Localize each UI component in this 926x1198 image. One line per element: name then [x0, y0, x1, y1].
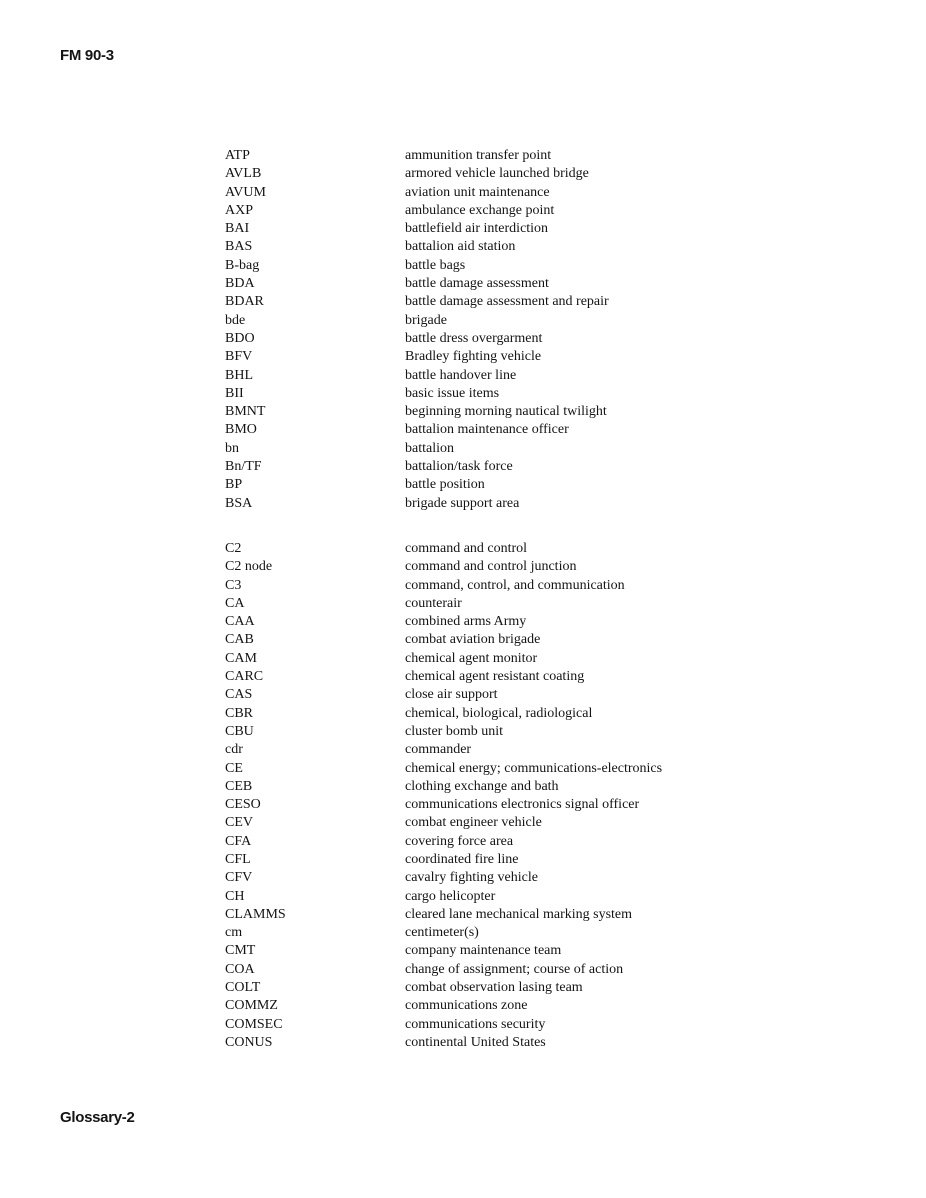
glossary-term: CBU	[225, 723, 254, 739]
glossary-entry	[225, 686, 785, 704]
glossary-definition: command and control junction	[405, 559, 577, 575]
glossary-term: C3	[225, 577, 242, 593]
glossary-definition: battle dress overgarment	[405, 330, 543, 346]
glossary-entry	[225, 924, 785, 942]
glossary-term: BII	[225, 385, 244, 401]
glossary-definition: chemical agent monitor	[405, 650, 538, 666]
glossary-term: CESO	[225, 797, 261, 813]
glossary-entry	[225, 741, 785, 759]
glossary-term: BHL	[225, 367, 253, 383]
glossary-term: CARC	[225, 669, 264, 685]
glossary-entry	[225, 293, 785, 311]
glossary-entry	[225, 942, 785, 960]
glossary-definition: cargo helicopter	[405, 888, 496, 904]
glossary-definition: chemical agent resistant coating	[405, 669, 585, 685]
glossary-definition: brigade	[405, 312, 447, 328]
glossary-term: Bn/TF	[225, 459, 262, 475]
glossary-definition: battalion/task force	[405, 459, 513, 475]
glossary-entry	[225, 385, 785, 403]
glossary-term: BSA	[225, 495, 253, 511]
glossary-entry	[225, 540, 785, 558]
glossary-term: CAB	[225, 632, 254, 648]
glossary-definition: battalion aid station	[405, 239, 516, 255]
glossary-definition: commander	[405, 742, 472, 758]
glossary-entry	[225, 814, 785, 832]
glossary-definition: beginning morning nautical twilight	[405, 404, 607, 420]
glossary-entry	[225, 888, 785, 906]
glossary-definition: armored vehicle launched bridge	[405, 166, 589, 182]
glossary-term: CONUS	[225, 1034, 273, 1050]
glossary-entry	[225, 238, 785, 256]
glossary-definition: company maintenance team	[405, 943, 562, 959]
glossary-term: BDA	[225, 276, 255, 292]
glossary-definition: battle position	[405, 477, 485, 493]
glossary-term: BDO	[225, 330, 255, 346]
glossary-entry	[225, 577, 785, 595]
glossary-definition: brigade support area	[405, 495, 520, 511]
glossary-entry	[225, 778, 785, 796]
glossary-entry	[225, 257, 785, 275]
glossary-definition: clothing exchange and bath	[405, 778, 559, 794]
glossary-term: CMT	[225, 943, 256, 959]
glossary-list	[225, 147, 785, 1052]
glossary-term: B-bag	[225, 257, 260, 273]
glossary-entry	[225, 312, 785, 330]
glossary-term: AXP	[225, 202, 254, 218]
glossary-definition: Bradley fighting vehicle	[405, 349, 542, 365]
glossary-term: AVLB	[225, 166, 262, 182]
glossary-definition: ambulance exchange point	[405, 202, 555, 218]
glossary-term: CFV	[225, 870, 253, 886]
glossary-entry	[225, 202, 785, 220]
glossary-definition: cluster bomb unit	[405, 723, 503, 739]
glossary-entry	[225, 723, 785, 741]
glossary-entry	[225, 348, 785, 366]
glossary-entry	[225, 650, 785, 668]
glossary-entry	[225, 558, 785, 576]
glossary-entry	[225, 403, 785, 421]
glossary-entry	[225, 165, 785, 183]
glossary-definition: combat observation lasing team	[405, 980, 583, 996]
glossary-term: CAS	[225, 687, 253, 703]
glossary-definition: change of assignment; course of action	[405, 961, 624, 977]
glossary-entry	[225, 595, 785, 613]
glossary-entry	[225, 367, 785, 385]
glossary-term: CAM	[225, 650, 257, 666]
glossary-entry	[225, 476, 785, 494]
glossary-term: CAA	[225, 614, 255, 630]
glossary-entry	[225, 851, 785, 869]
glossary-section-b	[225, 147, 785, 513]
glossary-term: CH	[225, 888, 245, 904]
glossary-term: CFL	[225, 851, 251, 867]
glossary-entry	[225, 330, 785, 348]
glossary-term: BMO	[225, 422, 257, 438]
glossary-entry	[225, 147, 785, 165]
glossary-term: C2	[225, 540, 242, 556]
glossary-entry	[225, 869, 785, 887]
glossary-term: CBR	[225, 705, 254, 721]
glossary-term: CA	[225, 595, 245, 611]
glossary-term: BP	[225, 477, 243, 493]
glossary-definition: combat aviation brigade	[405, 632, 541, 648]
glossary-entry	[225, 796, 785, 814]
glossary-entry	[225, 961, 785, 979]
glossary-definition: close air support	[405, 687, 498, 703]
glossary-entry	[225, 631, 785, 649]
glossary-entry	[225, 275, 785, 293]
glossary-term: bn	[225, 440, 239, 456]
glossary-definition: chemical, biological, radiological	[405, 705, 593, 721]
glossary-term: CEB	[225, 778, 253, 794]
glossary-definition: communications zone	[405, 998, 528, 1014]
glossary-definition: battalion	[405, 440, 454, 456]
glossary-entry	[225, 705, 785, 723]
glossary-entry	[225, 906, 785, 924]
glossary-definition: ammunition transfer point	[405, 148, 552, 163]
glossary-entry	[225, 458, 785, 476]
glossary-term: COMSEC	[225, 1016, 283, 1032]
glossary-definition: covering force area	[405, 833, 514, 849]
glossary-term: cdr	[225, 742, 243, 758]
glossary-entry	[225, 220, 785, 238]
glossary-entry	[225, 495, 785, 513]
glossary-definition: communications security	[405, 1016, 546, 1032]
glossary-entry	[225, 997, 785, 1015]
glossary-entry	[225, 184, 785, 202]
glossary-definition: counterair	[405, 595, 462, 611]
glossary-term: BAI	[225, 221, 250, 237]
glossary-definition: battle damage assessment	[405, 276, 549, 292]
glossary-section-c	[225, 540, 785, 1052]
glossary-definition: centimeter(s)	[405, 925, 479, 941]
glossary-term: cm	[225, 925, 243, 941]
glossary-entry	[225, 760, 785, 778]
glossary-definition: battlefield air interdiction	[405, 221, 549, 237]
glossary-term: COMMZ	[225, 998, 278, 1014]
glossary-definition: chemical energy; communications-electronics	[405, 760, 663, 776]
glossary-definition: command, control, and communication	[405, 577, 625, 593]
glossary-entry	[225, 1034, 785, 1052]
glossary-entry	[225, 421, 785, 439]
glossary-definition: battle handover line	[405, 367, 517, 383]
glossary-term: CLAMMS	[225, 906, 286, 922]
page-header: FM 90-3	[60, 47, 114, 64]
glossary-term: CFA	[225, 833, 252, 849]
glossary-entry	[225, 668, 785, 686]
glossary-definition: battle damage assessment and repair	[405, 294, 609, 310]
glossary-term: BFV	[225, 349, 253, 365]
glossary-term: COA	[225, 961, 255, 977]
glossary-definition: coordinated fire line	[405, 851, 519, 867]
glossary-entry	[225, 1016, 785, 1034]
glossary-definition: battle bags	[405, 257, 466, 273]
glossary-term: AVUM	[225, 184, 266, 200]
glossary-definition: command and control	[405, 540, 528, 556]
glossary-term: C2 node	[225, 559, 273, 575]
glossary-definition: basic issue items	[405, 385, 500, 401]
glossary-definition: battalion maintenance officer	[405, 422, 569, 438]
glossary-definition: continental United States	[405, 1034, 546, 1050]
glossary-definition: communications electronics signal officer	[405, 797, 640, 813]
glossary-term: BMNT	[225, 404, 266, 420]
glossary-term: BAS	[225, 239, 253, 255]
glossary-term: COLT	[225, 980, 261, 996]
glossary-definition: combined arms Army	[405, 614, 527, 630]
page-footer: Glossary-2	[60, 1109, 135, 1126]
glossary-term: BDAR	[225, 294, 264, 310]
glossary-term: CE	[225, 760, 243, 776]
glossary-entry	[225, 833, 785, 851]
glossary-entry	[225, 979, 785, 997]
glossary-term: ATP	[225, 148, 250, 163]
glossary-definition: cavalry fighting vehicle	[405, 870, 538, 886]
glossary-term: CEV	[225, 815, 253, 831]
glossary-entry	[225, 613, 785, 631]
glossary-entry	[225, 440, 785, 458]
glossary-definition: cleared lane mechanical marking system	[405, 906, 633, 922]
glossary-term: bde	[225, 312, 246, 328]
glossary-definition: combat engineer vehicle	[405, 815, 542, 831]
glossary-definition: aviation unit maintenance	[405, 184, 550, 200]
